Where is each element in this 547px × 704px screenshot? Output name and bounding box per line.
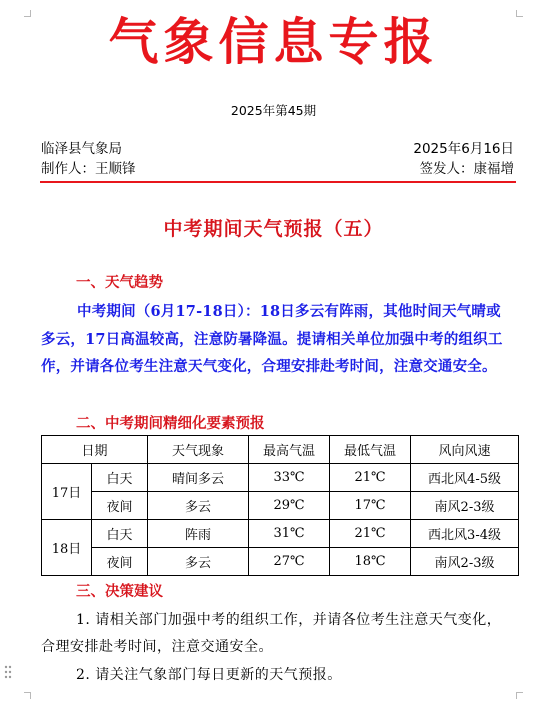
masthead-title: 气象信息专报 [108, 13, 439, 71]
min-temp-cell: 17℃ [330, 492, 411, 520]
header-weather: 天气现象 [148, 436, 249, 464]
trend-paragraph: 中考期间（6月17-18日）：18日多云有阵雨，其他时间天气晴或多云，17日高温较高，注意防暑降温。提请相关单位加强中考的组织工作，并请各位考生注意天气变化，合理安排赴考时间，注意交通安全。 [41, 303, 503, 375]
issue-number: 2025年第45期 [230, 103, 317, 118]
period-cell: 夜间 [92, 548, 148, 576]
period-cell: 夜间 [92, 492, 148, 520]
table-row [42, 492, 519, 520]
period-cell: 白天 [92, 464, 148, 492]
max-temp-cell: 29℃ [249, 492, 330, 520]
section-heading-elements: 二、中考期间精细化要素预报 [76, 415, 265, 432]
header-divider [40, 181, 516, 183]
weather-cell: 多云 [148, 548, 249, 576]
min-temp-cell: 18℃ [330, 548, 411, 576]
max-temp-cell: 33℃ [249, 464, 330, 492]
weather-cell: 多云 [148, 492, 249, 520]
advice-item-2: 2. 请关注气象部门每日更新的天气预报。 [76, 667, 342, 683]
advice-item-1: 1. 请相关部门加强中考的组织工作，并请各位考生注意天气变化，合理安排赴考时间，注意交通安全。 [41, 612, 502, 655]
issue-date: 2025年6月16日 [413, 141, 514, 157]
max-temp-cell: 31℃ [249, 520, 330, 548]
author: 制作人：王顺锋 [41, 161, 136, 177]
wind-cell: 西北风3-4级 [411, 520, 519, 548]
header-wind: 风向风速 [411, 436, 519, 464]
wind-cell: 西北风4-5级 [411, 464, 519, 492]
weather-cell: 阵雨 [148, 520, 249, 548]
table-header-row [42, 436, 519, 464]
weather-cell: 晴间多云 [148, 464, 249, 492]
table-row [42, 464, 519, 492]
crop-mark-bottom-right [516, 692, 523, 699]
period-cell: 白天 [92, 520, 148, 548]
wind-cell: 南风2-3级 [411, 548, 519, 576]
crop-mark-bottom-left [24, 692, 31, 699]
section-heading-trend: 一、天气趋势 [76, 274, 163, 291]
table-row [42, 520, 519, 548]
forecast-table [41, 435, 519, 576]
min-temp-cell: 21℃ [330, 520, 411, 548]
signer: 签发人：康福增 [419, 161, 514, 177]
min-temp-cell: 21℃ [330, 464, 411, 492]
date-cell: 17日 [42, 464, 92, 520]
table-row [42, 548, 519, 576]
section-heading-advice: 三、决策建议 [76, 583, 163, 600]
document-title: 中考期间天气预报（五） [163, 218, 384, 240]
wind-cell: 南风2-3级 [411, 492, 519, 520]
date-cell: 18日 [42, 520, 92, 576]
header-date: 日期 [42, 436, 148, 464]
max-temp-cell: 27℃ [249, 548, 330, 576]
header-max-temp: 最高气温 [249, 436, 330, 464]
header-min-temp: 最低气温 [330, 436, 411, 464]
issuer: 临泽县气象局 [41, 141, 122, 157]
drag-handle-icon[interactable] [3, 664, 13, 682]
